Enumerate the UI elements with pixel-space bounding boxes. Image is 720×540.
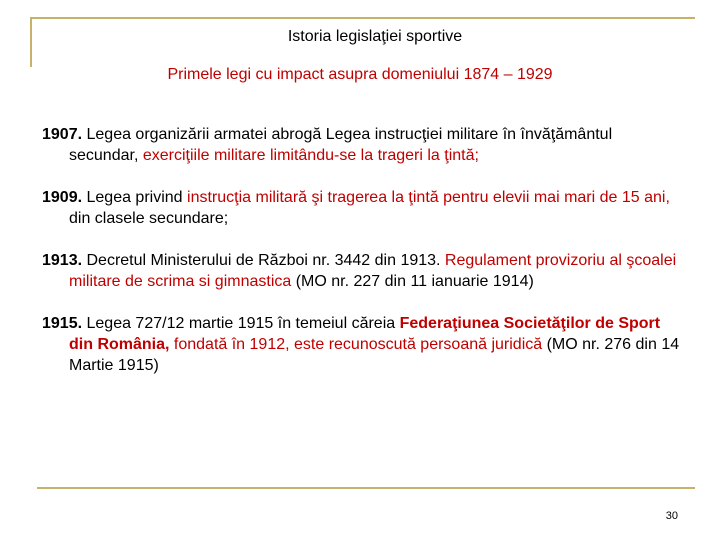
entry-1909 [42, 187, 682, 229]
entry-text: Legea organizării armatei abrogă Legea instrucţiei militare în învăţământul secundar, [69, 126, 613, 164]
entry-text: Legea 727/12 martie 1915 în temeiul căreia [82, 315, 400, 332]
slide-title: Istoria legislaţiei sportive [287, 28, 463, 45]
entry-highlight: fondată în 1912, este recunoscută persoană juridică [169, 336, 543, 353]
frame-top-line [30, 17, 695, 19]
entry-highlight-bold: Federaţiunea Societăţilor de Sport din România, [69, 315, 661, 353]
entry-text-end: (MO nr. 276 din 14 Martie 1915) [69, 336, 680, 374]
frame-bottom-line [37, 487, 695, 489]
entry-1907 [42, 124, 682, 166]
entry-text: Decretul Ministerului de Război nr. 3442 din 1913. [82, 252, 445, 269]
entry-year: 1913. [42, 252, 83, 269]
entry-text-end: (MO nr. 227 din 11 ianuarie 1914) [291, 273, 534, 290]
entry-text: Legea privind [82, 189, 188, 206]
entry-year: 1915. [42, 315, 83, 332]
entries-list [42, 124, 682, 397]
entry-text-end: din clasele secundare; [69, 210, 229, 227]
page-number: 30 [665, 510, 678, 522]
entry-1915 [42, 313, 682, 376]
entry-highlight: Regulament provizoriu al şcoalei militare de scrima si gimnastica [69, 252, 677, 290]
entry-1913 [42, 250, 682, 292]
entry-highlight: instrucţia militară şi tragerea la ţintă pentru elevii mai mari de 15 ani, [187, 189, 670, 206]
entry-year: 1907. [42, 126, 83, 143]
slide-subtitle: Primele legi cu impact asupra domeniului 1874 – 1929 [167, 66, 553, 83]
entry-year: 1909. [42, 189, 83, 206]
entry-highlight: exerciţiile militare limitându-se la trageri la ţintă; [142, 147, 479, 164]
